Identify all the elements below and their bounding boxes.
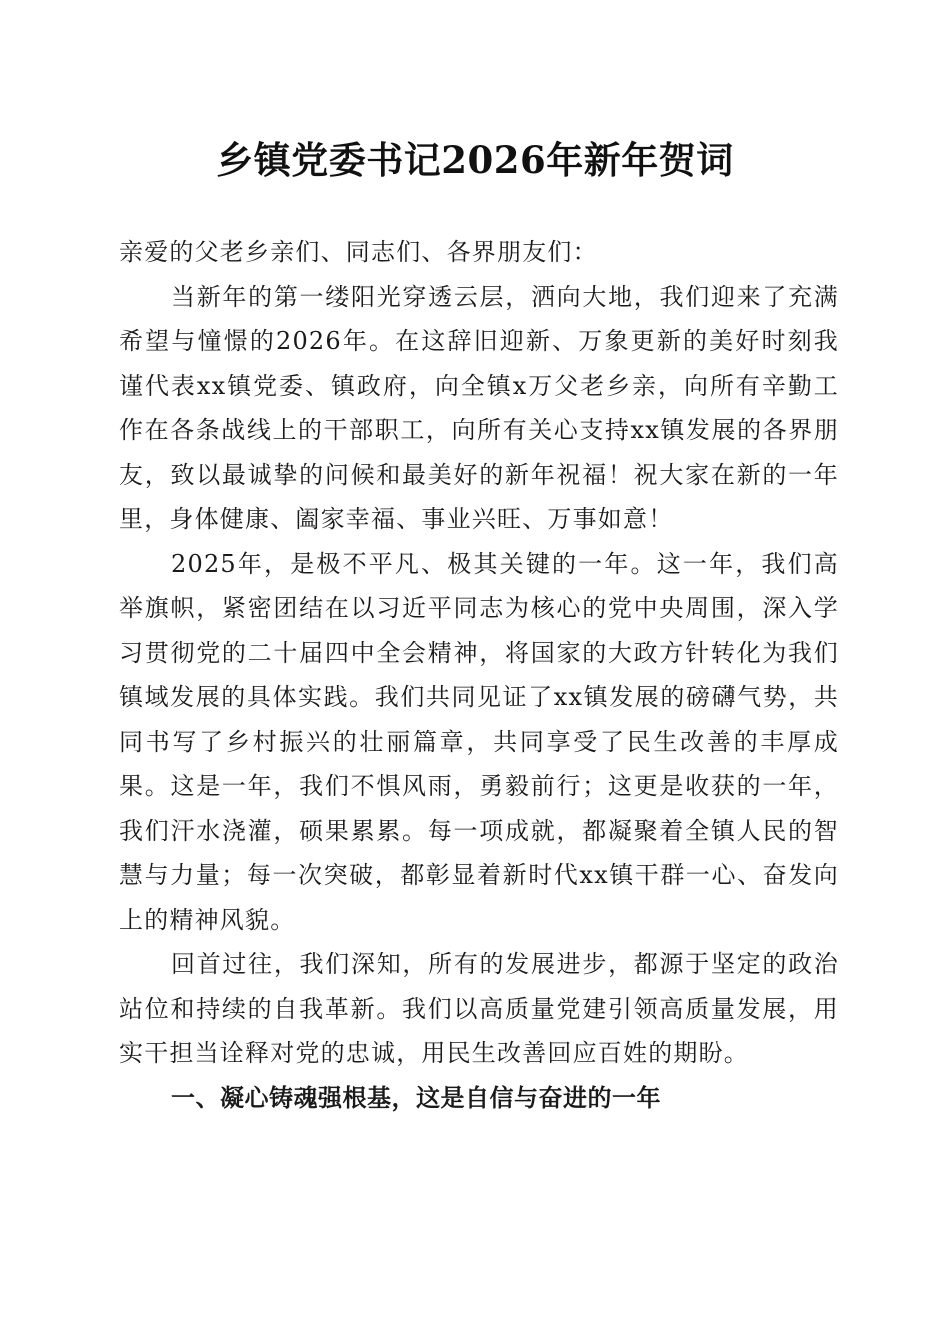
paragraph-review-2025: 2025年，是极不平凡、极其关键的一年。这一年，我们高举旗帜，紧密团结在以习近平同志为核心的党中央周围，深入学习贯彻党的二十届四中全会精神，将国家的大政方针转化为我们镇域发展的具体实践。我们共同见证了xx镇发展的磅礴气势，共同书写了乡村振兴的壮丽篇章，共同享受了民生改善的丰厚成果。这是一年，我们不惧风雨，勇毅前行；这更是收获的一年，我们汗水浇灌，硕果累累。每一项成就，都凝聚着全镇人民的智慧与力量；每一次突破，都彰显着新时代xx镇干群一心、奋发向上的精神风貌。 [119, 549, 839, 934]
salutation: 亲爱的父老乡亲们、同志们、各界朋友们： [119, 238, 598, 266]
document-body [119, 230, 839, 1120]
section-heading: 一、凝心铸魂强根基，这是自信与奋进的一年 [171, 1083, 661, 1112]
paragraph-greeting: 当新年的第一缕阳光穿透云层，洒向大地，我们迎来了充满希望与憧憬的2026年。在这辞旧迎新、万象更新的美好时刻我谨代表xx镇党委、镇政府，向全镇x万父老乡亲，向所有辛勤工作在各条战线上的干部职工，向所有关心支持xx镇发展的各界朋友，致以最诚挚的问候和最美好的新年祝福！祝大家在新的一年里，身体健康、阖家幸福、事业兴旺、万事如意！ [119, 282, 839, 533]
paragraph-reflection: 回首过往，我们深知，所有的发展进步，都源于坚定的政治站位和持续的自我革新。我们以高质量党建引领高质量发展，用实干担当诠释对党的忠诚，用民生改善回应百姓的期盼。 [119, 950, 839, 1067]
document-title: 乡镇党委书记2026年新年贺词 [216, 138, 734, 182]
